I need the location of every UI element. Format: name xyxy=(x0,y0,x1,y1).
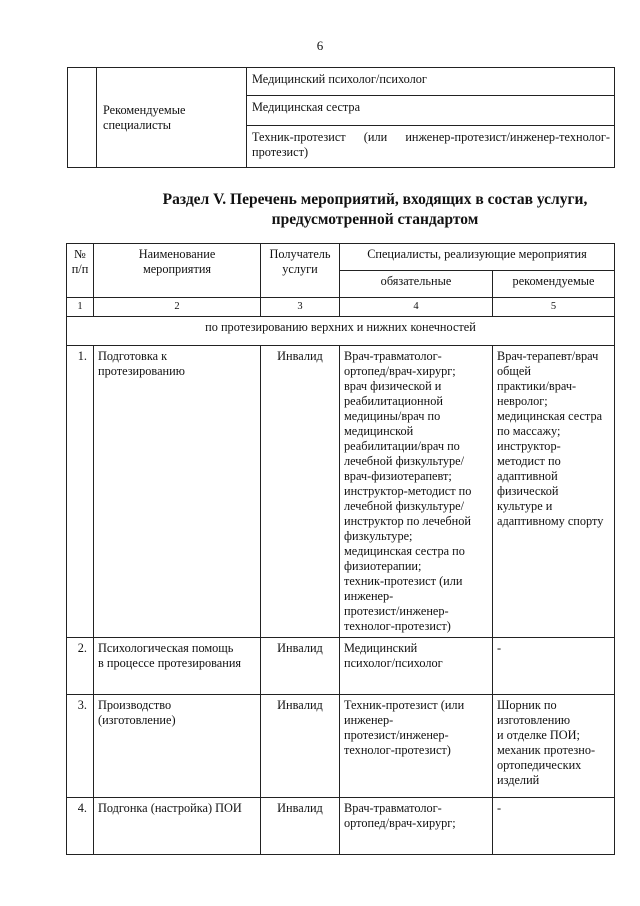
technician-word: инженер-протезист/инженер-технолог- xyxy=(405,130,610,144)
row-recipient: Инвалид xyxy=(261,695,340,798)
row-mandatory: Техник-протезист (или инженер- протезист/инженер- технолог-протезист) xyxy=(340,695,493,798)
table-row xyxy=(67,346,615,638)
header-recipient: Получатель услуги xyxy=(261,244,340,298)
row-mandatory: Врач-травматолог- ортопед/врач-хирург; врач физической и реабилитационной медицины/врач по медицинской реабилитации/врач по лечебной физкультуре/ врач-физиотерапевт; инструктор-методист по лечебной физкультуре/ инструктор по лечебной физкультуре; медицинская сестра по физиотерапии; техник-протезист (или инженер- протезист/инженер- технолог-протезист) xyxy=(340,346,493,638)
section-row-label: по протезированию верхних и нижних конечностей xyxy=(67,317,615,346)
section-title: Раздел V. Перечень мероприятий, входящих в состав услуги, предусмотренной стандартом xyxy=(162,191,588,228)
row-mandatory: Врач-травматолог- ортопед/врач-хирург; xyxy=(340,798,493,855)
technician-word: (или xyxy=(363,130,388,144)
specialist-cell: Медицинская сестра xyxy=(247,96,615,126)
row-num: 4. xyxy=(67,798,94,855)
table-row xyxy=(67,798,615,855)
column-number: 2 xyxy=(94,298,261,317)
specialist-cell: Медицинский психолог/психолог xyxy=(247,68,615,96)
column-number: 4 xyxy=(340,298,493,317)
technician-word: Техник-протезист xyxy=(252,130,346,144)
column-number: 5 xyxy=(493,298,615,317)
specialists-label: Рекомендуемые специалисты xyxy=(97,68,247,168)
measures-table xyxy=(66,243,615,855)
row-recommended: - xyxy=(493,638,615,695)
header-name: Наименование мероприятия xyxy=(94,244,261,298)
row-mandatory: Медицинский психолог/психолог xyxy=(340,638,493,695)
row-recommended: Шорник по изготовлению и отделке ПОИ; механик протезно- ортопедических изделий xyxy=(493,695,615,798)
row-num: 2. xyxy=(67,638,94,695)
row-name: Подгонка (настройка) ПОИ xyxy=(94,798,261,855)
blank-cell xyxy=(68,68,97,168)
header-mandatory: обязательные xyxy=(340,271,493,298)
row-recommended: Врач-терапевт/врач общей практики/врач- невролог; медицинская сестра по массажу; инструктор- методист по адаптивной физической культуре и адаптивному спорту xyxy=(493,346,615,638)
row-name: Подготовка к протезированию xyxy=(94,346,261,638)
row-num: 3. xyxy=(67,695,94,798)
row-recipient: Инвалид xyxy=(261,346,340,638)
row-num: 1. xyxy=(67,346,94,638)
table-row xyxy=(67,695,615,798)
technician-line: протезист) xyxy=(252,145,309,159)
specialists-row xyxy=(68,68,615,96)
header-recommended: рекомендуемые xyxy=(493,271,615,298)
row-recipient: Инвалид xyxy=(261,798,340,855)
row-recipient: Инвалид xyxy=(261,638,340,695)
page-number: 6 xyxy=(316,38,324,53)
table-row xyxy=(67,638,615,695)
row-name: Производство (изготовление) xyxy=(94,695,261,798)
header-specialists: Специалисты, реализующие мероприятия xyxy=(340,244,615,271)
specialist-cell-technician xyxy=(247,126,615,168)
column-number: 1 xyxy=(67,298,94,317)
section-row xyxy=(67,317,615,346)
column-number: 3 xyxy=(261,298,340,317)
header-row xyxy=(67,244,615,271)
column-number-row xyxy=(67,298,615,317)
header-num: № п/п xyxy=(67,244,94,298)
row-name: Психологическая помощь в процессе протезирования xyxy=(94,638,261,695)
specialists-table xyxy=(67,67,615,168)
technician-line xyxy=(252,130,610,145)
row-recommended: - xyxy=(493,798,615,855)
